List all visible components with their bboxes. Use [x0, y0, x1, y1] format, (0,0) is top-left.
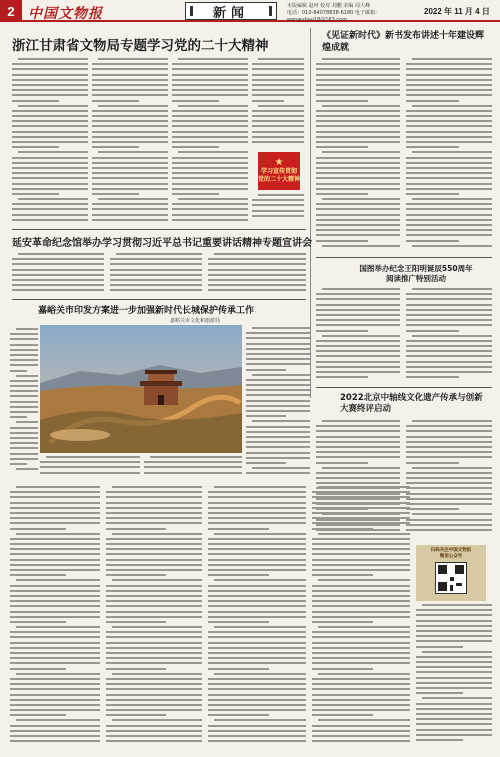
article-body: [316, 58, 400, 254]
editors-info: [287, 3, 417, 24]
qr-title: 扫码关注中国文物报: [430, 548, 472, 553]
article-body: [172, 58, 248, 225]
section-divider: [316, 387, 492, 388]
qr-code-icon: [435, 562, 467, 594]
article-body: [246, 327, 310, 480]
article-body: [92, 58, 168, 225]
article-body: [10, 328, 38, 476]
badge-line: 学习宣传贯彻: [260, 168, 297, 175]
article-body: [106, 486, 202, 748]
great-wall-photo: [40, 325, 242, 453]
article-body: [12, 253, 104, 295]
article-body: [406, 288, 492, 384]
article-body: [10, 486, 100, 748]
article-body: [252, 194, 304, 225]
article-body: [252, 58, 304, 148]
article-body: [416, 604, 492, 748]
article-body: [110, 253, 202, 295]
badge-line: 党的二十大精神: [258, 176, 301, 183]
article-body: [312, 486, 410, 748]
article-headline: 国图举办纪念王阳明诞辰550周年阅读推广特别活动: [359, 264, 473, 283]
section-divider: [12, 299, 306, 300]
section-divider: [12, 229, 306, 230]
article-body: [316, 288, 400, 384]
article-body: [208, 253, 306, 295]
issue-date: 2022 年 11 月 4 日: [424, 7, 490, 16]
article-body: [12, 58, 88, 225]
section-title: 新闻: [185, 2, 277, 20]
section-divider: [316, 257, 492, 258]
page-number: 2: [0, 0, 22, 22]
article-headline: 浙江甘肃省文物局专题学习党的二十大精神: [12, 38, 269, 54]
article-headline: 延安革命纪念馆举办学习贯彻习近平总书记重要讲话精神专题宣讲会: [12, 238, 312, 249]
qr-promo: [416, 545, 486, 601]
contact-line: 电话：010-84078838-6180 电子邮箱：wenwubao18@163.com: [287, 10, 380, 23]
article-body: [40, 456, 140, 480]
article-body: [406, 420, 492, 538]
masthead: [0, 0, 500, 22]
editors-line: 本版编辑 赵珂 校对 刘鹏 美编 周大峰: [287, 3, 370, 9]
column-divider: [310, 28, 311, 398]
article-headline: 嘉峪关市印发方案进一步加强新时代长城保护传承工作: [38, 306, 255, 316]
paper-name: 中国文物报: [28, 6, 103, 22]
article-headline: 《见证新时代》新书发布讲述十年建设辉煌成就: [322, 31, 485, 53]
star-icon: ★: [274, 157, 284, 168]
article-body: [208, 486, 306, 748]
article-byline: 嘉峪关市文化和旅游局: [170, 318, 221, 324]
campaign-badge: [258, 152, 300, 190]
article-body: [144, 456, 242, 480]
qr-subtitle: 微信公众号: [439, 554, 463, 559]
article-headline: 2022北京中轴线文化遗产传承与创新大赛终评启动: [340, 393, 483, 414]
article-body: [406, 58, 492, 254]
